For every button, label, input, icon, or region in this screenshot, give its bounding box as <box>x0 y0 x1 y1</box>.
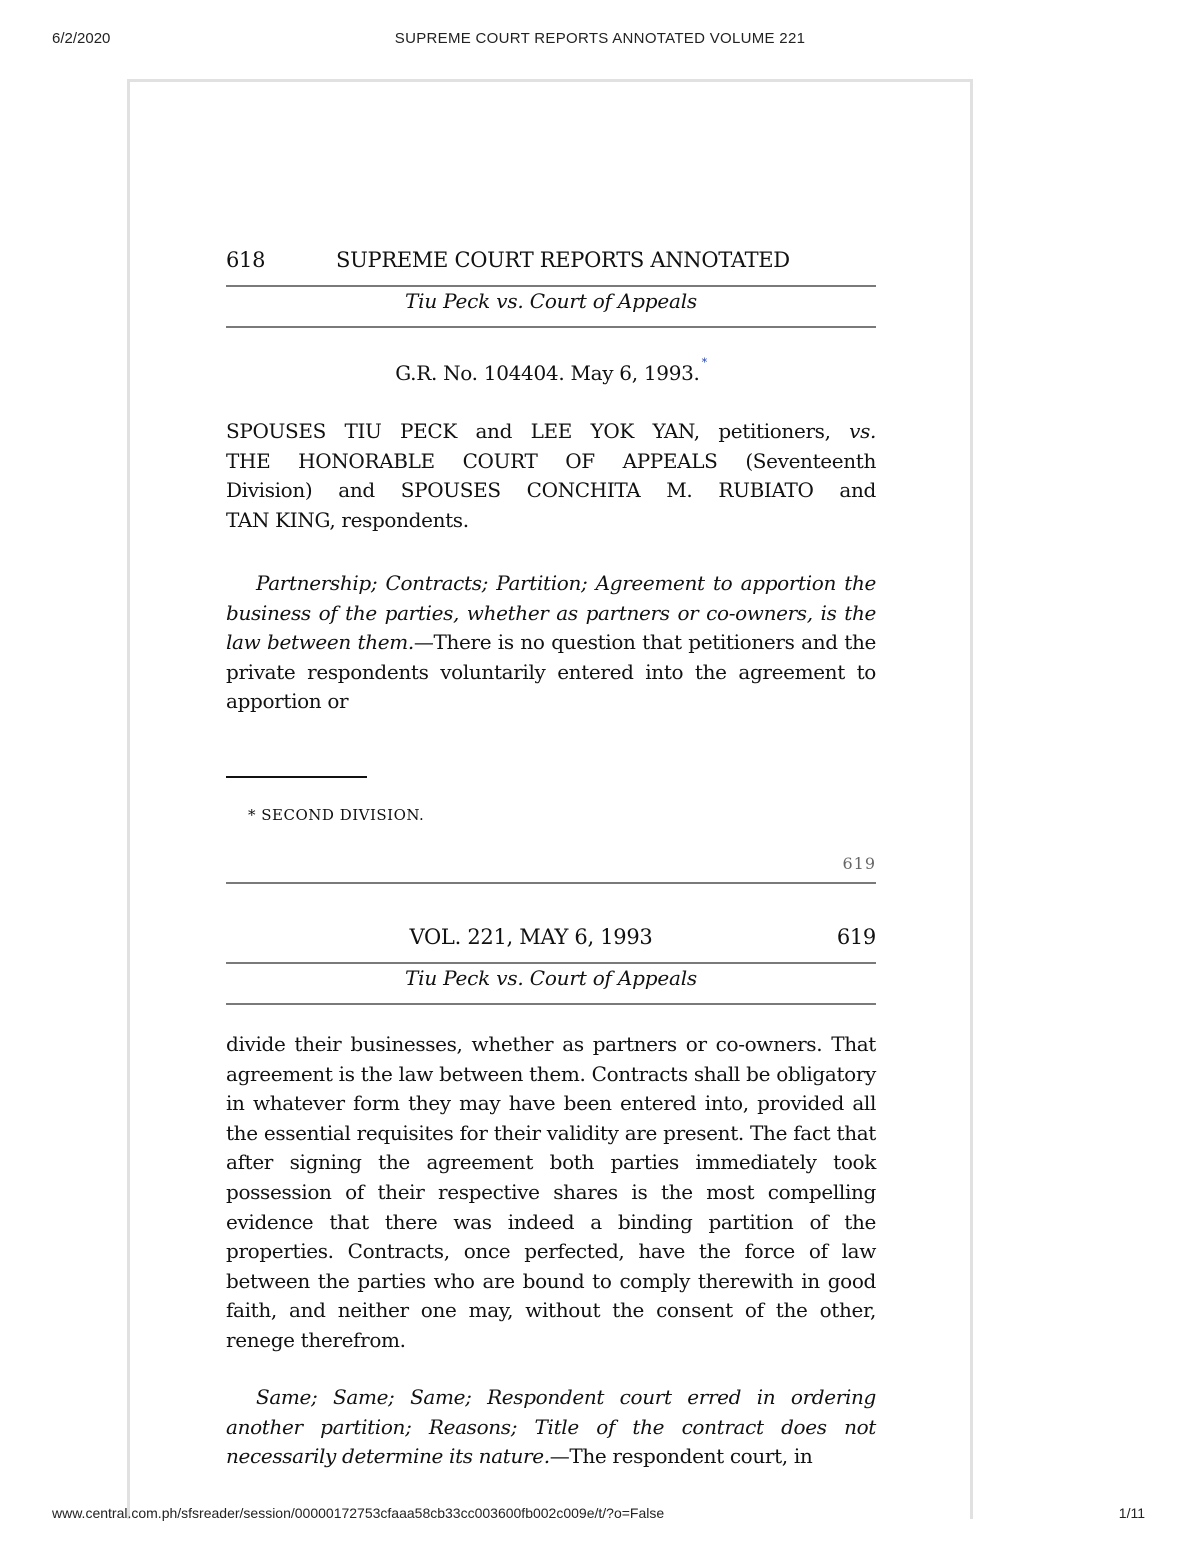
print-footer <box>0 1503 1200 1527</box>
header-rule <box>226 285 876 287</box>
header-rule <box>226 1003 876 1005</box>
footnote: * SECOND DIVISION. <box>248 806 425 824</box>
parties-line-3: Division) and SPOUSES CONCHITA M. RUBIATO and <box>226 478 876 503</box>
running-header-619 <box>226 925 876 953</box>
syllabus-2-text: —The respondent court, in <box>549 1444 813 1469</box>
header-rule <box>226 962 876 964</box>
page-count: 1/11 <box>1118 1505 1145 1521</box>
syllabus-paragraph-2 <box>226 1383 876 1472</box>
parties-line-2: THE HONORABLE COURT OF APPEALS (Seventeenth <box>226 448 876 473</box>
footnote-link[interactable]: * <box>701 356 707 369</box>
print-header <box>0 28 1200 52</box>
syllabus-1-heading: Partnership; Contracts; Partition; Agreement to apportion the business of the parties, whether as partners or co-owners, is the law between them. <box>226 571 876 655</box>
syllabus-1-text: —There is no question that petitioners and the private respondents voluntarily entered into the agreement to apportion or <box>226 630 876 714</box>
versus: vs. <box>849 419 876 443</box>
gr-number <box>226 356 876 385</box>
print-date: 6/2/2020 <box>52 30 111 47</box>
page-url: www.central.com.ph/sfsreader/session/00000172753cfaaa58cb33cc003600fb002c009e/t/?o=False <box>52 1505 665 1521</box>
next-page-marker: 619 <box>842 854 876 873</box>
running-title-618: SUPREME COURT REPORTS ANNOTATED <box>336 248 790 272</box>
case-title-619: Tiu Peck vs. Court of Appeals <box>405 966 697 990</box>
page-number-619: 619 <box>836 925 876 949</box>
footnote-rule <box>226 776 367 778</box>
syllabus-2-heading: Same; Same; Same; Respondent court erred in ordering another partition; Reasons; Title of the contract does not necessarily determine its nature. <box>226 1385 876 1469</box>
parties-line-4: TAN KING, respondents. <box>226 507 469 532</box>
page-number-618: 618 <box>226 248 266 272</box>
header-rule <box>226 326 876 328</box>
syllabus-paragraph-1 <box>226 569 876 717</box>
parties-line-1: SPOUSES TIU PECK and LEE YOK YAN, petitioners, <box>226 419 831 443</box>
parties-block <box>226 417 876 535</box>
case-title-618: Tiu Peck vs. Court of Appeals <box>405 289 697 313</box>
running-header-618 <box>226 248 876 276</box>
running-title-619: VOL. 221, MAY 6, 1993 <box>409 925 653 949</box>
print-title: SUPREME COURT REPORTS ANNOTATED VOLUME 221 <box>394 30 806 47</box>
page-break-rule <box>226 882 876 884</box>
syllabus-1-continued: divide their businesses, whether as partners or co-owners. That agreement is the law between them. Contracts shall be obligatory in whatever form they may have been entered into, provided all the essential requisites for their validity are present. The fact that after signing the agreement both parties immediately took possession of their respective shares is the most compelling evidence that there was indeed a binding partition of the properties. Contracts, once perfected, have the force of law between the parties who are bound to comply therewith in good faith, and neither one may, without the consent of the other, renege therefrom. <box>226 1032 876 1352</box>
gr-number-text: G.R. No. 104404. May 6, 1993. <box>395 361 700 385</box>
